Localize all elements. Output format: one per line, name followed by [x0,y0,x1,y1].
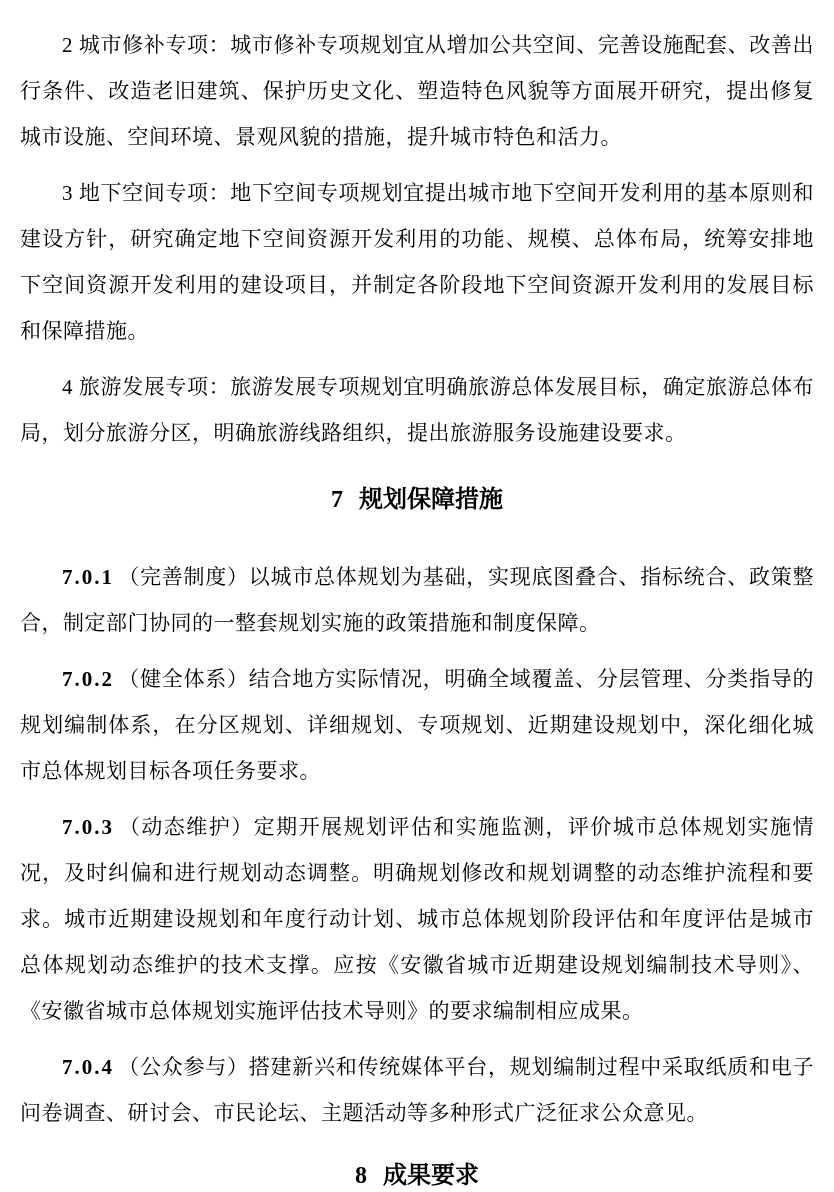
clause-7-0-2 [20,656,814,794]
clause-7-0-3 [20,804,814,1034]
chapter-8-title: 成果要求 [383,1163,479,1189]
paragraph-special-item-2-urban-repair: 2 城市修补专项：城市修补专项规划宜从增加公共空间、完善设施配套、改善出行条件、改造老旧建筑、保护历史文化、塑造特色风貌等方面展开研究，提出修复城市设施、空间环境、景观风貌的措施，提升城市特色和活力。 [20,33,814,149]
clause-7-0-2-number: 7.0.2 [62,667,114,691]
clause-7-0-1-text: （完善制度）以城市总体规划为基础，实现底图叠合、指标统合、政策整合，制定部门协同的一整套规划实施的政策措施和制度保障。 [20,565,814,635]
clause-7-0-4 [20,1044,814,1136]
clause-7-0-4-number: 7.0.4 [62,1055,114,1079]
clause-7-0-3-number: 7.0.3 [62,815,114,839]
paragraph-special-item-4-tourism: 4 旅游发展专项：旅游发展专项规划宜明确旅游总体发展目标，确定旅游总体布局，划分旅游分区，明确旅游线路组织，提出旅游服务设施建设要求。 [20,375,814,445]
chapter-7-heading [20,484,814,516]
clause-7-0-1 [20,554,814,646]
chapter-7-title: 规划保障措施 [359,487,503,513]
clause-7-0-1-number: 7.0.1 [62,565,114,589]
chapter-8-number: 8 [355,1163,367,1189]
paragraph-special-item-3-underground-space: 3 地下空间专项：地下空间专项规划宜提出城市地下空间开发利用的基本原则和建设方针，研究确定地下空间资源开发利用的功能、规模、总体布局，统筹安排地下空间资源开发利用的建设项目，并制定各阶段地下空间资源开发利用的发展目标和保障措施。 [20,181,814,343]
chapter-8-heading [20,1160,814,1192]
clause-7-0-3-text: （动态维护）定期开展规划评估和实施监测，评价城市总体规划实施情况，及时纠偏和进行规划动态调整。明确规划修改和规划调整的动态维护流程和要求。城市近期建设规划和年度行动计划、城市总体规划阶段评估和年度评估是城市总体规划动态维护的技术支撑。应按《安徽省城市近期建设规划编制技术导则》、《安徽省城市总体规划实施评估技术导则》的要求编制相应成果。 [20,815,814,1023]
clause-7-0-2-text: （健全体系）结合地方实际情况，明确全域覆盖、分层管理、分类指导的规划编制体系，在分区规划、详细规划、专项规划、近期建设规划中，深化细化城市总体规划目标各项任务要求。 [20,667,814,783]
clause-7-0-4-text: （公众参与）搭建新兴和传统媒体平台，规划编制过程中采取纸质和电子问卷调查、研讨会、市民论坛、主题活动等多种形式广泛征求公众意见。 [20,1055,814,1125]
chapter-7-number: 7 [331,487,343,513]
